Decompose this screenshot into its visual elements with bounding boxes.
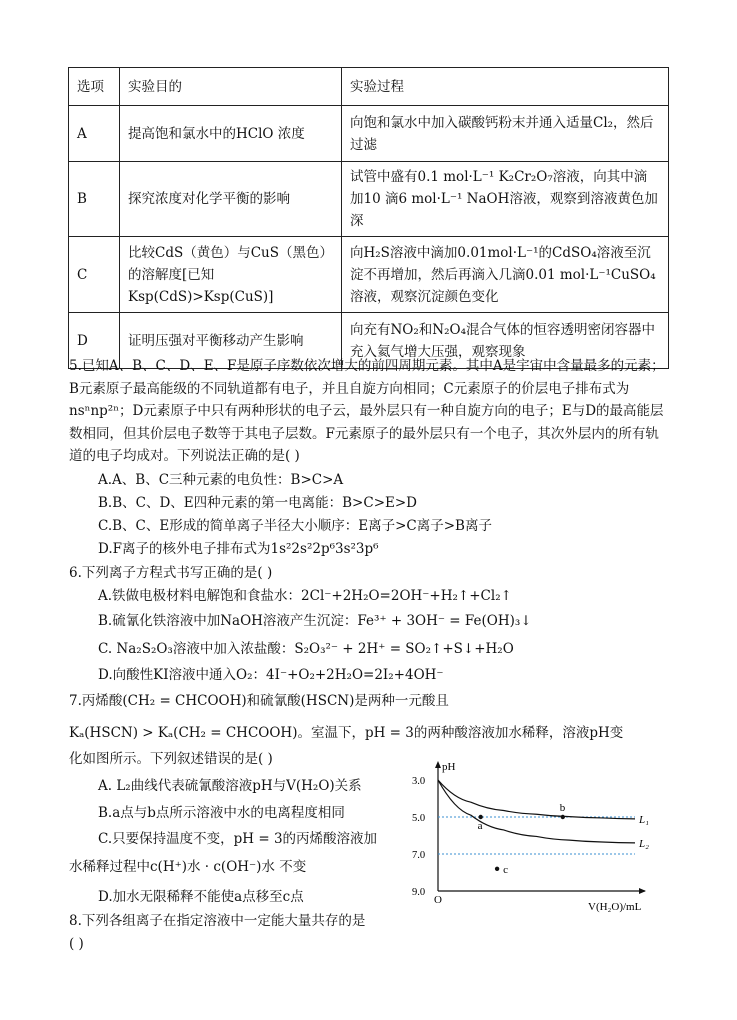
point-b [561, 815, 565, 819]
row-label: D [69, 313, 120, 369]
point-a [478, 815, 482, 819]
table-header-row [69, 68, 669, 106]
y-axis-label: pH [442, 761, 456, 773]
row-purpose: 提高饱和氯水中的HClO 浓度 [120, 106, 342, 162]
q7-option-a: A. L₂曲线代表硫氰酸溶液pH与V(H₂O)关系 [98, 778, 362, 794]
y-axis-arrow [435, 761, 441, 768]
ph-dilution-chart [410, 758, 665, 918]
q6-stem: 6.下列离子方程式书写正确的是( ) [69, 565, 273, 581]
header-process: 实验过程 [342, 68, 669, 106]
row-purpose: 探究浓度对化学平衡的影响 [120, 162, 342, 237]
experiment-table [68, 67, 669, 369]
row-process: 向饱和氯水中加入碳酸钙粉末并通入适量Cl₂，然后过滤 [342, 106, 669, 162]
q8-stem-line2: ( ) [69, 936, 84, 952]
table-row [69, 237, 669, 313]
row-process: 向充有NO₂和N₂O₄混合气体的恒容透明密闭容器中充入氦气增大压强，观察现象 [342, 313, 669, 369]
q7-stem-line3: 化如图所示。下列叙述错误的是( ) [69, 751, 273, 767]
q6-option-c: C. Na₂S₂O₃溶液中加入浓盐酸：S₂O₃²⁻ + 2H⁺ = SO₂↑+S↓+H₂O [98, 641, 514, 657]
q5-option-a: A.A、B、C三种元素的电负性：B>C>A [98, 472, 344, 488]
y-tick-label: 3.0 [412, 776, 426, 787]
q6-option-d: D.向酸性KI溶液中通入O₂：4I⁻+O₂+2H₂O=2I₂+4OH⁻ [98, 667, 444, 683]
q7-stem-line1: 7.丙烯酸(CH₂ = CHCOOH)和硫氰酸(HSCN)是两种一元酸且 [69, 693, 449, 709]
row-process: 试管中盛有0.1 mol·L⁻¹ K₂Cr₂O₇溶液，向其中滴加10 滴6 mol·L⁻¹ NaOH溶液，观察到溶液黄色加深 [342, 162, 669, 237]
table-row [69, 106, 669, 162]
header-option: 选项 [69, 68, 120, 106]
row-label: C [69, 237, 120, 313]
point-c [495, 867, 499, 871]
series-line-2 [438, 780, 635, 843]
q7-option-c: C.只要保持温度不变，pH = 3的丙烯酸溶液加 [98, 831, 378, 847]
y-tick-label: 7.0 [412, 850, 426, 861]
header-purpose: 实验目的 [120, 68, 342, 106]
row-label: B [69, 162, 120, 237]
row-purpose: 证明压强对平衡移动产生影响 [120, 313, 342, 369]
point-label-b: b [559, 802, 566, 814]
series-label-1: L₁ [639, 813, 649, 826]
y-tick-label: 9.0 [412, 887, 426, 898]
series-line-1 [438, 780, 635, 819]
x-axis-label: V(H₂O)/mL [588, 901, 642, 913]
y-tick-label: 5.0 [412, 813, 426, 824]
q7-option-c-continued: 水稀释过程中c(H⁺)水 · c(OH⁻)水 不变 [69, 859, 307, 875]
q6-option-b: B.硫氰化铁溶液中加NaOH溶液产生沉淀：Fe³⁺ + 3OH⁻ = Fe(OH)₃↓ [98, 613, 532, 629]
q5-option-c: C.B、C、E形成的简单离子半径大小顺序：E离子>C离子>B离子 [98, 518, 492, 534]
q7-option-d: D.加水无限稀释不能使a点移至c点 [98, 889, 304, 905]
q8-stem-line1: 8.下列各组离子在指定溶液中一定能大量共存的是 [69, 913, 366, 929]
q6-option-a: A.铁做电极材料电解饱和食盐水：2Cl⁻+2H₂O=2OH⁻+H₂↑+Cl₂↑ [98, 588, 512, 604]
x-axis-arrow [639, 888, 646, 894]
series-label-2: L₂ [639, 837, 649, 850]
q5-option-b: B.B、C、D、E四种元素的第一电离能：B>C>E>D [98, 495, 418, 511]
origin-label: O [434, 894, 442, 906]
q5-stem: 5.已知A、B、C、D、E、F是原子序数依次增大的前四周期元素。其中A是宇宙中含量最多的元素；B元素原子最高能级的不同轨道都有电子，并且自旋方向相同；C元素原子的价层电子排布式为nsⁿnp²ⁿ；D元素原子中只有两种形状的电子云，最外层只有一种自旋方向的电子；E与D的最高能层数相同，但其价层电子数等于其电子层数。F元素原子的最外层只有一个电子，其次外层内的所有轨道的电子均成对。下列说法正确的是( ) [69, 358, 665, 464]
q7-stem-line2: Kₐ(HSCN) > Kₐ(CH₂ = CHCOOH)。室温下，pH = 3的两种酸溶液加水稀释，溶液pH变 [69, 725, 624, 741]
row-label: A [69, 106, 120, 162]
point-label-c: c [503, 863, 508, 876]
row-purpose: 比较CdS（黄色）与CuS（黑色）的溶解度[已知Ksp(CdS)>Ksp(CuS)] [120, 237, 342, 313]
point-label-a: a [477, 820, 483, 832]
table-row [69, 162, 669, 237]
row-process: 向H₂S溶液中滴加0.01mol·L⁻¹的CdSO₄溶液至沉淀不再增加，然后再滴入几滴0.01 mol·L⁻¹CuSO₄溶液，观察沉淀颜色变化 [342, 237, 669, 313]
q5-option-d: D.F离子的核外电子排布式为1s²2s²2p⁶3s²3p⁶ [98, 541, 379, 557]
q7-option-b: B.a点与b点所示溶液中水的电离程度相同 [98, 805, 345, 821]
